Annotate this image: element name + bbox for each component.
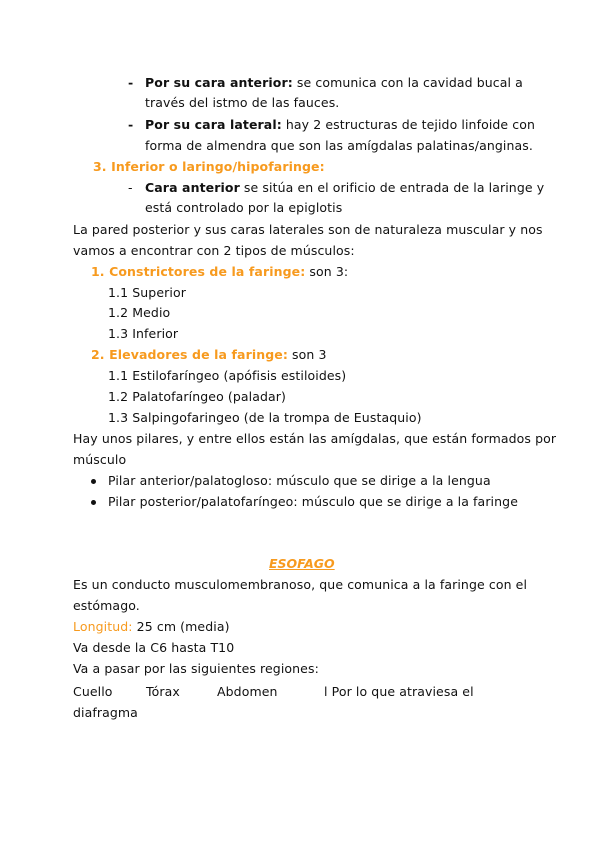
inferior-item-label: Cara anterior (145, 180, 240, 195)
longitud-value: 25 cm (media) (132, 619, 230, 634)
list-item: 1.1 Superior (108, 285, 186, 300)
inferior-item-line-1 (145, 180, 544, 196)
region-item: Cuello (73, 684, 113, 699)
region-item: Abdomen (217, 684, 278, 699)
lateral-line-2: forma de almendra que son las amígdalas palatinas/anginas. (145, 138, 533, 153)
anterior-label: Por su cara anterior: (145, 75, 293, 90)
list-item: 1.2 Medio (108, 305, 171, 320)
longitud-label: Longitud: (73, 619, 133, 634)
intro-muscles-line-2: vamos a encontrar con 2 tipos de músculos: (73, 243, 355, 258)
list-item: 1.2 Palatofaríngeo (paladar) (108, 389, 287, 404)
list-item: Pilar anterior/palatogloso: músculo que se dirige a la lengua (108, 473, 491, 488)
inferior-item-text-1: se sitúa en el orificio de entrada de la laringe y (239, 180, 545, 195)
regions-intro: Va a pasar por las siguientes regiones: (73, 661, 319, 676)
anterior-text-1: se comunica con la cavidad bucal a (292, 75, 523, 90)
inferior-item-line-2: está controlado por la epiglotis (145, 200, 343, 215)
list-item: 1.3 Inferior (108, 326, 179, 341)
anterior-line-1 (145, 75, 523, 91)
pilares-intro-line-1: Hay unos pilares, y entre ellos están las amígdalas, que están formados por (73, 431, 557, 446)
inferior-heading: 3. Inferior o laringo/hipofaringe: (93, 159, 325, 174)
lateral-text-1: hay 2 estructuras de tejido linfoide con (281, 117, 536, 132)
bullet-icon (91, 500, 96, 505)
lateral-label: Por su cara lateral: (145, 117, 282, 132)
regions-note: l Por lo que atraviesa el (324, 684, 474, 699)
lateral-line-1 (145, 117, 535, 133)
constrictores-suffix: son 3: (305, 264, 349, 279)
constrictores-heading-line (91, 264, 348, 280)
range-line: Va desde la C6 hasta T10 (73, 640, 235, 655)
list-item: Pilar posterior/palatofaríngeo: músculo que se dirige a la faringe (108, 494, 518, 509)
list-item: 1.1 Estilofaríngeo (apófisis estiloides) (108, 368, 347, 383)
section-title: ESOFAGO (269, 556, 335, 571)
pilares-intro-line-2: músculo (73, 452, 127, 467)
anterior-line-2: través del istmo de las fauces. (145, 95, 340, 110)
region-item: Tórax (146, 684, 180, 699)
esofago-desc-line-1: Es un conducto musculomembranoso, que comunica a la faringe con el (73, 577, 528, 592)
dash-marker: - (128, 75, 134, 90)
dash-marker: - (128, 180, 133, 195)
longitud-line (73, 619, 230, 635)
dash-marker: - (128, 117, 134, 132)
esofago-desc-line-2: estómago. (73, 598, 140, 613)
bullet-icon (91, 479, 96, 484)
elevadores-suffix: son 3 (287, 347, 327, 362)
constrictores-heading: 1. Constrictores de la faringe: (91, 264, 306, 279)
elevadores-heading: 2. Elevadores de la faringe: (91, 347, 288, 362)
elevadores-heading-line (91, 347, 327, 363)
intro-muscles-line-1: La pared posterior y sus caras laterales son de naturaleza muscular y nos (73, 222, 543, 237)
list-item: 1.3 Salpingofaringeo (de la trompa de Eustaquio) (108, 410, 422, 425)
regions-note-2: diafragma (73, 705, 138, 720)
